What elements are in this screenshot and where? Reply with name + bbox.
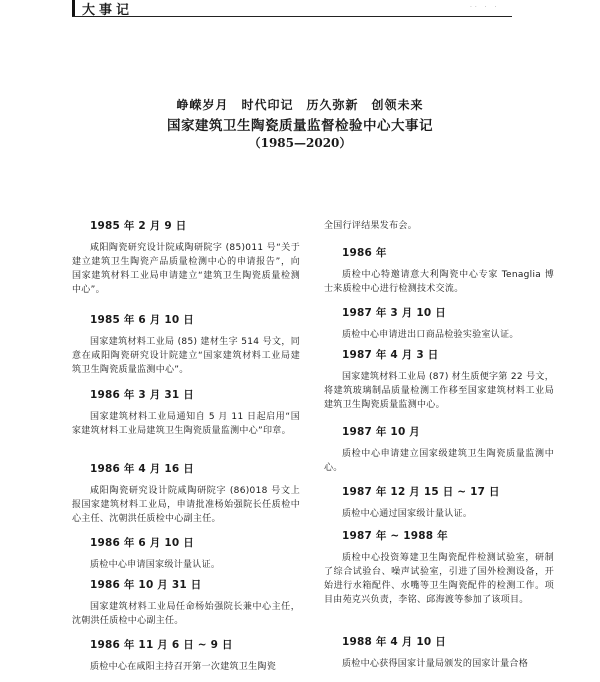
entry-text: 国家建筑材料工业局通知自 5 月 11 日起启用“国家建筑材料工业局建筑卫生陶瓷质量监测中心”印章。 xyxy=(72,412,300,436)
entry-date: 1987 年 ~ 1988 年 xyxy=(342,530,448,542)
entry-date: 1986 年 xyxy=(342,247,387,259)
entry-text: 国家建筑材料工业局 (85) 建材生字 514 号文，同意在咸阳陶瓷研究设计院建立“国家建筑材料工业局建筑卫生陶瓷质量监测中心”。 xyxy=(72,337,300,375)
page-subtitle: 峥嵘岁月 时代印记 历久弥新 创领未来 xyxy=(176,98,424,112)
scan-marks: ·· · · xyxy=(470,4,500,11)
entry xyxy=(324,634,554,671)
entry-text: 咸阳陶瓷研究设计院咸陶研院字 (85)011 号“关于建立建筑卫生陶瓷产品质量检测中心的申请报告”，向国家建筑材料工业局申请建立“建筑卫生陶瓷质量检测中心”。 xyxy=(72,243,300,295)
entry xyxy=(72,577,300,628)
entry xyxy=(324,347,554,412)
entry-date: 1987 年 12 月 15 日 ~ 17 日 xyxy=(342,486,500,498)
entry-text: 质检中心特邀请意大利陶瓷中心专家 Tenaglia 博士来质检中心进行检测技术交流。 xyxy=(324,270,554,294)
entry-date: 1985 年 2 月 9 日 xyxy=(90,220,187,232)
entry xyxy=(72,218,300,297)
entry xyxy=(324,484,554,521)
entry xyxy=(72,535,300,572)
entry-text: 质检中心申请国家级计量认证。 xyxy=(90,560,221,570)
entry-text: 质检中心通过国家级计量认证。 xyxy=(342,509,473,519)
entry xyxy=(72,387,300,438)
entry-date: 1986 年 4 月 16 日 xyxy=(90,463,194,475)
entry-text: 质检中心申请建立国家级建筑卫生陶瓷质量监测中心。 xyxy=(324,449,554,473)
section-label: 大事记 xyxy=(82,3,134,18)
entry xyxy=(324,528,554,607)
entry xyxy=(72,637,300,674)
entry xyxy=(72,461,300,526)
entry-date: 1987 年 10 月 xyxy=(342,426,421,438)
entry-date: 1988 年 4 月 10 日 xyxy=(342,636,446,648)
entry-text: 国家建筑材料工业局任命杨始强院长兼中心主任，沈朝洪任质检中心副主任。 xyxy=(72,602,300,626)
page-years: （1985—2020） xyxy=(248,136,352,150)
header-rule xyxy=(72,0,512,17)
entry-text: 质检中心获得国家计量局颁发的国家计量合格 xyxy=(342,659,529,669)
entry-text: 质检中心投资筹建卫生陶瓷配件检测试验室，研制了综合试验台、噪声试验室，引进了国外检测设备，开始进行水箱配件、水嘴等卫生陶瓷配件的检测工作。项目由苑克兴负责，李铭、邱海渡等参加了该项目。 xyxy=(324,553,554,605)
entry-text: 质检中心在咸阳主持召开第一次建筑卫生陶瓷 xyxy=(90,662,277,672)
continued-text: 全国行评结果发布会。 xyxy=(324,221,418,231)
entry xyxy=(324,305,554,342)
entry-date: 1986 年 10 月 31 日 xyxy=(90,579,202,591)
entry-date: 1987 年 4 月 3 日 xyxy=(342,349,439,361)
entry-text: 质检中心申请进出口商品检验实验室认证。 xyxy=(342,330,519,340)
entry-text: 咸阳陶瓷研究设计院咸陶研院字 (86)018 号文上报国家建筑材料工业局，申请批准杨始强院长任质检中心主任、沈朝洪任质检中心副主任。 xyxy=(72,486,300,524)
entry-date: 1985 年 6 月 10 日 xyxy=(90,314,194,326)
entry xyxy=(324,424,554,475)
page-title: 国家建筑卫生陶瓷质量监督检验中心大事记 xyxy=(167,118,433,134)
entry-date: 1986 年 6 月 10 日 xyxy=(90,537,194,549)
entry-date: 1986 年 11 月 6 日 ~ 9 日 xyxy=(90,639,233,651)
entry-text: 国家建筑材料工业局 (87) 材生质便字第 22 号文，将建筑玻璃制品质量检测工作移至国家建筑材料工业局建筑卫生陶瓷质量监测中心。 xyxy=(324,372,554,410)
entry-date: 1987 年 3 月 10 日 xyxy=(342,307,446,319)
entry xyxy=(72,312,300,377)
entry-date: 1986 年 3 月 31 日 xyxy=(90,389,194,401)
entry xyxy=(324,245,554,296)
